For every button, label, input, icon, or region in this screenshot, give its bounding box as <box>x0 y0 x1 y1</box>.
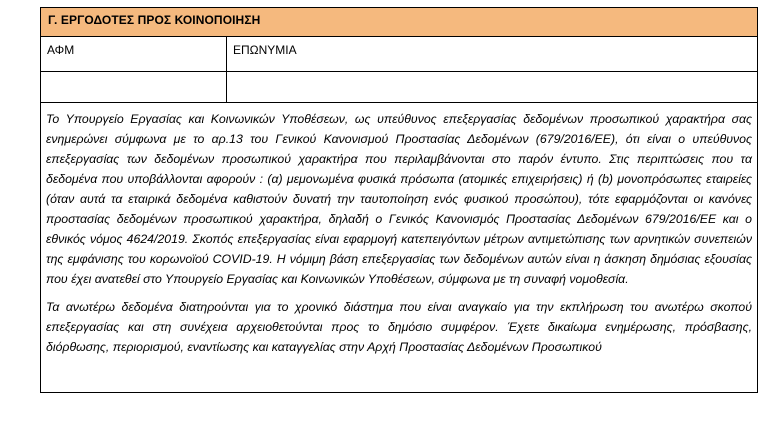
entry-row <box>41 72 757 103</box>
column-header-row <box>41 37 757 72</box>
notice-paragraph-2: Τα ανωτέρω δεδομένα διατηρούνται για το χρονικό διάστημα που είναι αναγκαίο για την εκπλήρωση του ανωτέρω σκοπού επεξεργασίας και στη συνέχεια αρχειοθετούνται προς το δημόσιο συμφέρον. Έχετε δικαίωμα ενημέρωσης, πρόσβασης, διόρθωσης, περιορισμού, εναντίωσης και καταγγελίας στην Αρχή Προστασίας Δεδομένων Προσωπικού <box>46 300 752 354</box>
afm-field[interactable] <box>41 72 227 102</box>
notice-paragraph-1: Το Υπουργείο Εργασίας και Κοινωνικών Υποθέσεων, ως υπεύθυνος επεξεργασίας δεδομένων προσωπικού χαρακτήρα σας ενημερώνει σύμφωνα με το αρ.13 του Γενικού Κανονισμού Προστασίας Δεδομένων (679/2016/ΕΕ), ότι είναι ο υπεύθυνος επεξεργασίας των δεδομένων προσωπικού χαρακτήρα που περιλαμβάνονται στο παρόν έντυπο. Στις περιπτώσεις που τα δεδομένα που υποβάλλονται αφορούν : (α) μεμονωμένα φυσικά πρόσωπα (ατομικές επιχειρήσεις) ή (b) μονοπρόσωπες εταιρείες (όταν αυτά τα εταιρικά δεδομένα καθιστούν δυνατή την ταυτοποίηση ενός φυσικού προσώπου), τότε εφαρμόζονται οι κανόνες προστασίας δεδομένων προσωπικού χαρακτήρα, δηλαδή ο Γενικός Κανονισμός Προστασίας Δεδομένων 679/2016/ΕΕ και ο εθνικός νόμος 4624/2019. Σκοπός επεξεργασίας είναι εφαρμογή κατεπειγόντων μέτρων αντιμετώπισης των αρνητικών συνεπειών της εμφάνισης του κορωνοϊού COVID-19. Η νόμιμη βάση επεξεργασίας των δεδομένων αυτών είναι η άσκηση δημόσιας εξουσίας που έχει ανατεθεί στο Υπουργείο Εργασίας και Κοινωνικών Υποθέσεων, σύμφωνα με τη συναφή νομοθεσία. <box>46 112 752 286</box>
afm-column-label: ΑΦΜ <box>41 37 227 71</box>
name-field[interactable] <box>227 72 757 102</box>
data-protection-notice <box>41 103 757 393</box>
section-title: Γ. ΕΡΓΟΔΟΤΕΣ ΠΡΟΣ ΚΟΙΝΟΠΟΙΗΣΗ <box>48 13 261 27</box>
employers-notification-form <box>40 7 758 393</box>
name-column-label: ΕΠΩΝΥΜΙΑ <box>233 43 297 57</box>
section-header <box>41 8 757 37</box>
